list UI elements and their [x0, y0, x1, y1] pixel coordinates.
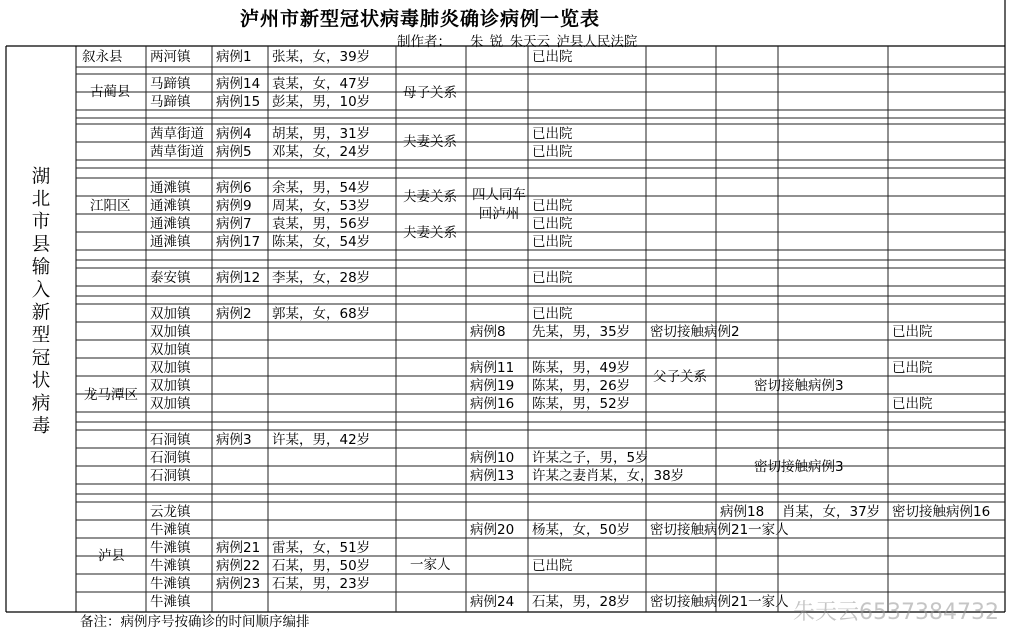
case-id: 病例11: [470, 360, 515, 376]
case-id: 病例17: [216, 234, 261, 250]
case-person: 袁某，男，56岁: [272, 216, 371, 232]
case-id: 病例19: [470, 378, 515, 394]
town-cell: 泰安镇: [150, 270, 191, 286]
town-cell: 牛滩镇: [150, 558, 191, 574]
status-discharged: 已出院: [892, 396, 933, 412]
case-person: 李某，女，28岁: [272, 270, 371, 286]
town-cell: 石洞镇: [150, 468, 191, 484]
case-person: 余某，男，54岁: [272, 180, 371, 196]
town-cell: 马蹄镇: [150, 76, 191, 92]
relation-four-together: 四人同车回泸州: [472, 187, 526, 222]
town-cell: 石洞镇: [150, 450, 191, 466]
county-longmatan: 龙马潭区: [84, 387, 138, 403]
case-id: 病例21: [216, 540, 261, 556]
status-discharged: 已出院: [532, 234, 573, 250]
town-cell: 通滩镇: [150, 234, 191, 250]
case-person: 周某，女，53岁: [272, 198, 371, 214]
contact-label: 密切接触病例3: [754, 378, 844, 394]
status-discharged: 已出院: [532, 49, 573, 65]
county-xuyong: 叙永县: [82, 49, 123, 65]
case-id: 病例10: [470, 450, 515, 466]
case-person: 陈某，女，54岁: [272, 234, 371, 250]
case-person: 许某，男，42岁: [272, 432, 371, 448]
case-id: 病例9: [216, 198, 252, 214]
status-discharged: 已出院: [532, 216, 573, 232]
case-person: 许某之子，男，5岁: [532, 450, 649, 466]
case-person: 胡某，男，31岁: [272, 126, 371, 142]
watermark: 朱天云6537384732: [793, 600, 999, 625]
status-discharged: 已出院: [892, 324, 933, 340]
case-person: 石某，男，23岁: [272, 576, 371, 592]
footnote: 备注：病例序号按确诊的时间顺序编排: [80, 614, 310, 630]
contact-label: 密切接触病例21一家人: [650, 594, 789, 610]
town-cell: 双加镇: [150, 342, 191, 358]
case-id: 病例3: [216, 432, 252, 448]
case-id: 病例5: [216, 144, 252, 160]
town-cell: 石洞镇: [150, 432, 191, 448]
town-cell: 通滩镇: [150, 180, 191, 196]
status-discharged: 已出院: [532, 306, 573, 322]
side-label: 湖北市县输入新型冠状病毒: [29, 166, 50, 439]
town-cell: 云龙镇: [150, 504, 191, 520]
case-person: 陈某，男，26岁: [532, 378, 631, 394]
relation-label: 夫妻关系: [403, 189, 457, 205]
case-id: 病例22: [216, 558, 261, 574]
town-cell: 双加镇: [150, 306, 191, 322]
case-id: 病例6: [216, 180, 252, 196]
case-id: 病例24: [470, 594, 515, 610]
town-cell: 牛滩镇: [150, 576, 191, 592]
county-gulin: 古蔺县: [90, 84, 131, 100]
town-cell: 马蹄镇: [150, 94, 191, 110]
contact-label: 密切接触病例3: [754, 459, 844, 475]
case-id: 病例2: [216, 306, 252, 322]
author-names: 朱 锐 朱天云 泸县人民法院: [470, 34, 638, 50]
county-luxian: 泸县: [98, 548, 125, 564]
status-discharged: 已出院: [532, 126, 573, 142]
town-cell: 牛滩镇: [150, 594, 191, 610]
relation-label: 夫妻关系: [403, 225, 457, 241]
case-person: 石某，男，28岁: [532, 594, 631, 610]
status-discharged: 已出院: [532, 198, 573, 214]
case-id: 病例12: [216, 270, 261, 286]
relation-label: 父子关系: [653, 369, 707, 385]
relation-label: 夫妻关系: [403, 134, 457, 150]
case-id: 病例16: [470, 396, 515, 412]
status-discharged: 已出院: [532, 270, 573, 286]
contact-label: 密切接触病例21一家人: [650, 522, 789, 538]
relation-label: 母子关系: [403, 85, 457, 101]
author-label: 制作者：: [397, 34, 451, 50]
case-id: 病例8: [470, 324, 506, 340]
case-person: 陈某，男，52岁: [532, 396, 631, 412]
status-discharged: 已出院: [532, 144, 573, 160]
town-cell: 通滩镇: [150, 198, 191, 214]
case-id: 病例7: [216, 216, 252, 232]
town-cell: 双加镇: [150, 324, 191, 340]
case-person: 先某，男，35岁: [532, 324, 631, 340]
case-id: 病例20: [470, 522, 515, 538]
town-cell: 双加镇: [150, 378, 191, 394]
case-id: 病例14: [216, 76, 261, 92]
case-person: 张某，女，39岁: [272, 49, 371, 65]
case-id: 病例1: [216, 49, 252, 65]
contact-label: 密切接触病例2: [650, 324, 740, 340]
case-person: 陈某，男，49岁: [532, 360, 631, 376]
case-person: 杨某，女，50岁: [532, 522, 631, 538]
case-id: 病例18: [720, 504, 765, 520]
town-cell: 牛滩镇: [150, 540, 191, 556]
case-person: 郭某，女，68岁: [272, 306, 371, 322]
county-jiangyang: 江阳区: [90, 198, 131, 214]
page-title: 泸州市新型冠状病毒肺炎确诊病例一览表: [240, 8, 601, 30]
town-cell: 牛滩镇: [150, 522, 191, 538]
case-person: 肖某，女，37岁: [782, 504, 881, 520]
case-id: 病例15: [216, 94, 261, 110]
case-person: 石某，男，50岁: [272, 558, 371, 574]
status-discharged: 已出院: [532, 558, 573, 574]
case-id: 病例23: [216, 576, 261, 592]
town-cell: 两河镇: [150, 49, 191, 65]
case-person: 雷某，女，51岁: [272, 540, 371, 556]
relation-label: 一家人: [410, 557, 451, 573]
case-person: 袁某，女，47岁: [272, 76, 371, 92]
town-cell: 茜草街道: [150, 144, 204, 160]
status-discharged: 已出院: [892, 360, 933, 376]
town-cell: 双加镇: [150, 396, 191, 412]
case-person: 彭某，男，10岁: [272, 94, 371, 110]
case-id: 病例4: [216, 126, 252, 142]
contact-label: 密切接触病例16: [892, 504, 991, 520]
case-person: 邓某，女，24岁: [272, 144, 371, 160]
town-cell: 双加镇: [150, 360, 191, 376]
town-cell: 茜草街道: [150, 126, 204, 142]
case-person: 许某之妻肖某，女，38岁: [532, 468, 685, 484]
town-cell: 通滩镇: [150, 216, 191, 232]
case-id: 病例13: [470, 468, 515, 484]
